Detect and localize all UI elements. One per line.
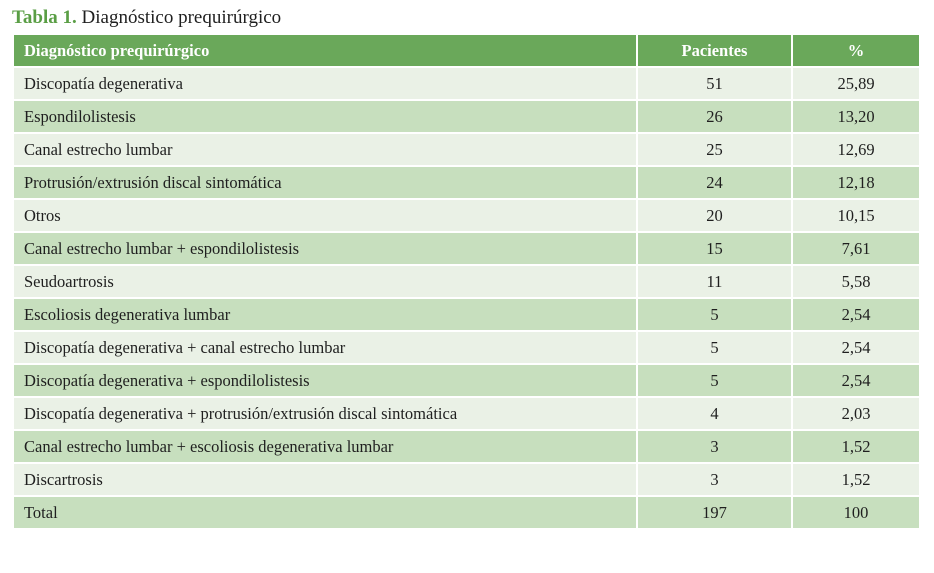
cell-percent: 2,54	[792, 364, 920, 397]
table-row	[13, 298, 920, 331]
column-header-diagnosis: Diagnóstico prequirúrgico	[13, 34, 637, 67]
table-row	[13, 463, 920, 496]
cell-patients: 4	[637, 397, 792, 430]
table-header-row	[13, 34, 920, 67]
cell-percent: 2,03	[792, 397, 920, 430]
cell-patients: 5	[637, 298, 792, 331]
cell-diagnosis: Seudoartrosis	[13, 265, 637, 298]
cell-patients: 24	[637, 166, 792, 199]
cell-patients: 25	[637, 133, 792, 166]
table-row	[13, 331, 920, 364]
cell-diagnosis: Discopatía degenerativa	[13, 67, 637, 100]
cell-diagnosis: Protrusión/extrusión discal sintomática	[13, 166, 637, 199]
cell-percent: 10,15	[792, 199, 920, 232]
cell-diagnosis: Canal estrecho lumbar	[13, 133, 637, 166]
cell-percent: 12,69	[792, 133, 920, 166]
table-row	[13, 199, 920, 232]
cell-percent: 5,58	[792, 265, 920, 298]
cell-patients: 3	[637, 430, 792, 463]
table-row	[13, 265, 920, 298]
cell-percent: 12,18	[792, 166, 920, 199]
cell-diagnosis: Total	[13, 496, 637, 529]
table-row	[13, 67, 920, 100]
cell-percent: 2,54	[792, 331, 920, 364]
table-row	[13, 166, 920, 199]
cell-diagnosis: Canal estrecho lumbar + escoliosis degenerativa lumbar	[13, 430, 637, 463]
cell-patients: 5	[637, 331, 792, 364]
table-row	[13, 397, 920, 430]
cell-diagnosis: Discopatía degenerativa + espondilolistesis	[13, 364, 637, 397]
table-row	[13, 430, 920, 463]
column-header-percent: %	[792, 34, 920, 67]
cell-percent: 1,52	[792, 463, 920, 496]
cell-diagnosis: Discopatía degenerativa + canal estrecho lumbar	[13, 331, 637, 364]
cell-percent: 13,20	[792, 100, 920, 133]
table-caption-label: Tabla 1.	[12, 7, 77, 28]
cell-percent: 1,52	[792, 430, 920, 463]
cell-percent: 7,61	[792, 232, 920, 265]
cell-diagnosis: Canal estrecho lumbar + espondilolistesis	[13, 232, 637, 265]
table-body	[13, 67, 920, 529]
cell-diagnosis: Discopatía degenerativa + protrusión/extrusión discal sintomática	[13, 397, 637, 430]
table-row	[13, 232, 920, 265]
table-row	[13, 364, 920, 397]
cell-percent: 100	[792, 496, 920, 529]
table-row	[13, 496, 920, 529]
cell-patients: 5	[637, 364, 792, 397]
table-caption-title: Diagnóstico prequirúrgico	[81, 7, 282, 28]
table-caption	[12, 6, 281, 30]
cell-percent: 25,89	[792, 67, 920, 100]
diagnosis-table	[12, 33, 921, 530]
table-row	[13, 100, 920, 133]
cell-patients: 15	[637, 232, 792, 265]
cell-patients: 11	[637, 265, 792, 298]
table-row	[13, 133, 920, 166]
cell-patients: 197	[637, 496, 792, 529]
cell-diagnosis: Discartrosis	[13, 463, 637, 496]
cell-diagnosis: Espondilolistesis	[13, 100, 637, 133]
table-header	[13, 34, 920, 67]
cell-patients: 20	[637, 199, 792, 232]
column-header-patients: Pacientes	[637, 34, 792, 67]
cell-patients: 26	[637, 100, 792, 133]
cell-percent: 2,54	[792, 298, 920, 331]
cell-patients: 51	[637, 67, 792, 100]
cell-diagnosis: Otros	[13, 199, 637, 232]
cell-patients: 3	[637, 463, 792, 496]
cell-diagnosis: Escoliosis degenerativa lumbar	[13, 298, 637, 331]
